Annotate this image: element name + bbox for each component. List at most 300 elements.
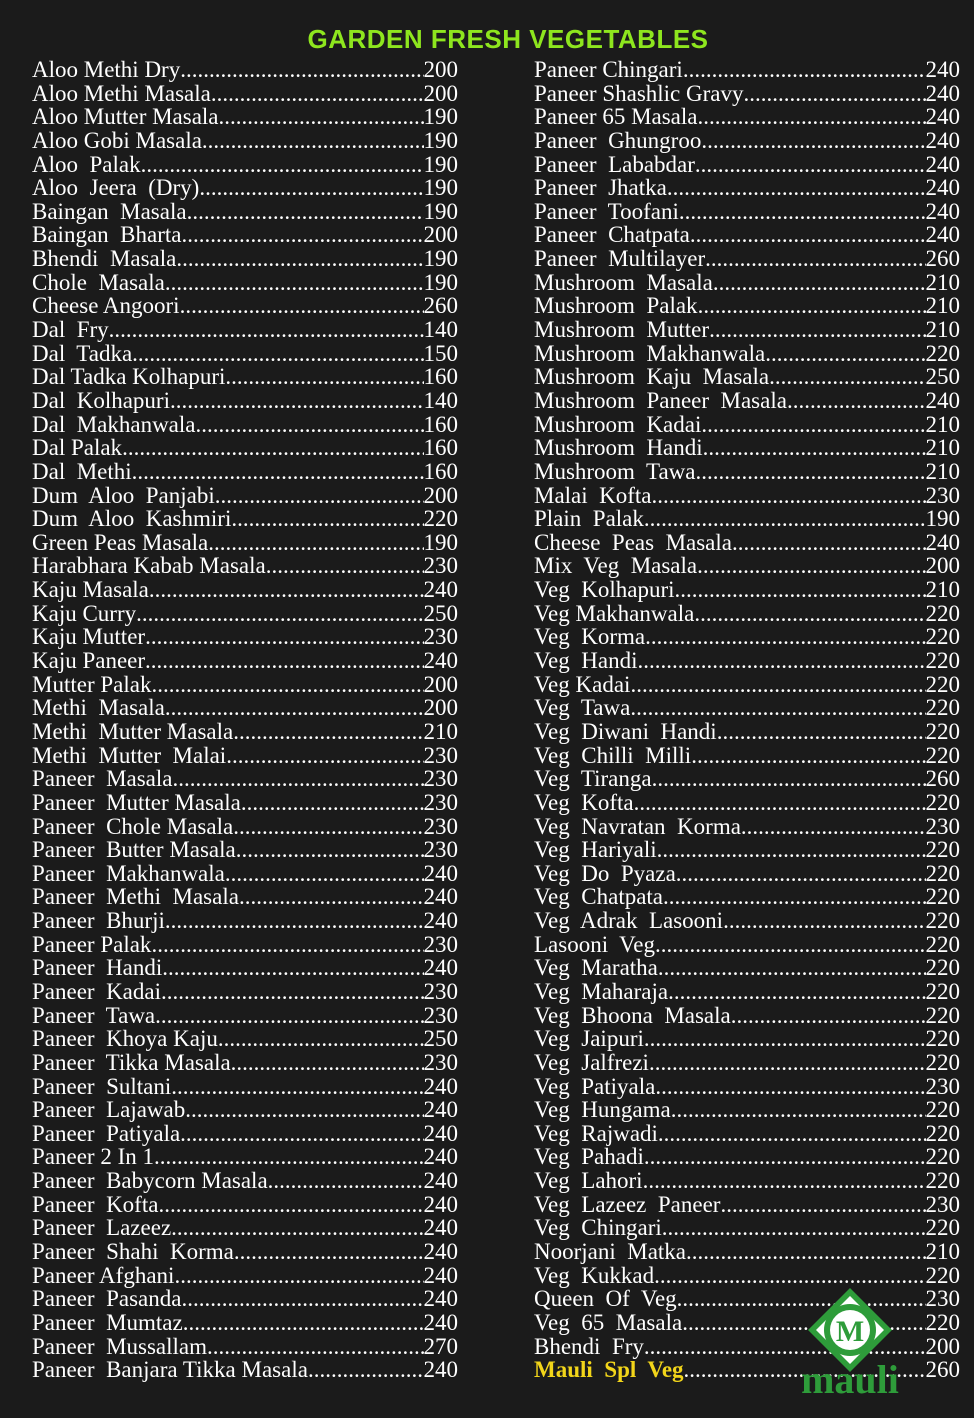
menu-item (534, 673, 960, 697)
menu-item-name: Paneer Tikka Masala (32, 1049, 231, 1075)
menu-item (32, 1098, 458, 1122)
menu-item-name: Paneer Khoya Kaju (32, 1026, 218, 1052)
menu-item-name: Paneer Tawa (32, 1002, 156, 1028)
menu-item-name: Paneer Ghungroo (534, 127, 702, 153)
menu-item-price: 220 (925, 671, 960, 697)
menu-item-price: 210 (925, 317, 960, 343)
menu-item-price: 220 (925, 1120, 960, 1146)
menu-item-name: Paneer Lababdar (534, 151, 695, 177)
menu-item-price: 240 (925, 175, 960, 201)
dot-leader (713, 271, 926, 295)
menu-item-price: 210 (925, 269, 960, 295)
menu-item (534, 82, 960, 106)
dot-leader (207, 1335, 423, 1359)
menu-item-name: Kaju Paneer (32, 648, 146, 674)
menu-item (32, 720, 458, 744)
menu-item (534, 1169, 960, 1193)
dot-leader (697, 554, 925, 578)
menu-item-name: Paneer Toofani (534, 198, 679, 224)
menu-item-name: Veg Adrak Lasooni (534, 908, 724, 934)
menu-item-name: Mushroom Handi (534, 435, 703, 461)
menu-item-price: 240 (925, 57, 960, 82)
dot-leader (634, 791, 926, 815)
menu-item-price: 240 (423, 1286, 458, 1312)
menu-item-name: Veg Korma (534, 624, 646, 650)
menu-item-price: 260 (423, 293, 458, 319)
menu-item-name: Methi Mutter Malai (32, 742, 227, 768)
menu-item-name: Veg Makhanwala (534, 600, 695, 626)
dot-leader (171, 1075, 423, 1099)
dot-leader (181, 223, 423, 247)
menu-item-price: 140 (423, 317, 458, 343)
menu-item-price: 230 (423, 789, 458, 815)
menu-item-name: Bhendi Masala (32, 246, 177, 272)
menu-item-name: Methi Mutter Masala (32, 718, 234, 744)
menu-item (32, 838, 458, 862)
dot-leader (731, 1004, 926, 1028)
menu-item (32, 413, 458, 437)
menu-item-name: Dum Aloo Panjabi (32, 482, 215, 508)
menu-item-price: 190 (423, 246, 458, 272)
menu-item (534, 1075, 960, 1099)
menu-item (534, 956, 960, 980)
menu-item-name: Mushroom Paneer Masala (534, 387, 787, 413)
dot-leader (231, 507, 423, 531)
menu-item-price: 240 (423, 955, 458, 981)
menu-item (32, 673, 458, 697)
menu-item (32, 980, 458, 1004)
menu-item-name: Aloo Mutter Masala (32, 104, 219, 130)
menu-item-name: Veg Lahori (534, 1168, 643, 1194)
menu-item-name: Aloo Gobi Masala (32, 127, 202, 153)
menu-item-price: 260 (925, 1357, 960, 1383)
menu-item-name: Veg Navratan Korma (534, 813, 741, 839)
menu-item-price: 140 (423, 387, 458, 413)
menu-item-price: 270 (423, 1333, 458, 1359)
dot-leader (703, 436, 926, 460)
menu-item-price: 240 (423, 1097, 458, 1123)
dot-leader (241, 791, 424, 815)
dot-leader (236, 838, 424, 862)
dot-leader (226, 744, 423, 768)
dot-leader (181, 1287, 423, 1311)
dot-leader (691, 744, 925, 768)
menu-item-price: 250 (423, 1026, 458, 1052)
menu-item-name: Veg Kadai (534, 671, 631, 697)
dot-leader (268, 1169, 424, 1193)
dot-leader (695, 153, 926, 177)
menu-item-name: Veg Chilli Milli (534, 742, 692, 768)
dot-leader (239, 885, 424, 909)
dot-leader (202, 129, 424, 153)
menu-item (534, 484, 960, 508)
dot-leader (698, 105, 926, 129)
menu-item-price: 230 (423, 742, 458, 768)
dot-leader (744, 82, 926, 106)
menu-item-name: Paneer Shahi Korma (32, 1239, 234, 1265)
menu-item (32, 1169, 458, 1193)
menu-item-price: 250 (925, 364, 960, 390)
dot-leader (655, 933, 926, 957)
menu-item (32, 436, 458, 460)
dot-leader (701, 129, 925, 153)
menu-item-price: 220 (925, 1168, 960, 1194)
menu-item (32, 247, 458, 271)
menu-item-name: Green Peas Masala (32, 529, 209, 555)
logo-text: mauli (801, 1357, 899, 1402)
menu-item-price: 240 (925, 529, 960, 555)
menu-item-price: 230 (925, 813, 960, 839)
menu-item (32, 58, 458, 82)
menu-item-name: Paneer Handi (32, 955, 163, 981)
menu-item (32, 1335, 458, 1359)
dot-leader (652, 767, 926, 791)
dot-leader (696, 460, 926, 484)
menu-item (534, 223, 960, 247)
menu-item-name: Paneer Lajawab (32, 1097, 186, 1123)
menu-item-name: Veg Pahadi (534, 1144, 644, 1170)
dot-leader (630, 673, 925, 697)
dot-leader (645, 625, 925, 649)
menu-item-price: 220 (925, 1309, 960, 1335)
dot-leader (145, 649, 423, 673)
menu-item-name: Veg Rajwadi (534, 1120, 658, 1146)
dot-leader (225, 862, 424, 886)
menu-item (534, 696, 960, 720)
menu-item-price: 230 (423, 931, 458, 957)
menu-item-price: 220 (925, 718, 960, 744)
menu-item (32, 507, 458, 531)
menu-item-price: 220 (925, 695, 960, 721)
menu-item (534, 1145, 960, 1169)
dot-leader (234, 1240, 424, 1264)
menu-item-name: Veg Do Pyaza (534, 860, 676, 886)
menu-item-name: Paneer Chingari (534, 57, 683, 82)
page-title: GARDEN FRESH VEGETABLES (307, 24, 709, 54)
menu-item-name: Dal Palak (32, 435, 123, 461)
menu-item-price: 220 (925, 1002, 960, 1028)
menu-item-price: 190 (423, 175, 458, 201)
dot-leader (176, 247, 423, 271)
menu-item (32, 1264, 458, 1288)
menu-item (32, 531, 458, 555)
menu-item-name: Paneer Butter Masala (32, 837, 236, 863)
menu-item-price: 220 (925, 978, 960, 1004)
dot-leader (233, 720, 423, 744)
menu-item (32, 1075, 458, 1099)
menu-item-price: 200 (423, 695, 458, 721)
menu-item-price: 230 (423, 553, 458, 579)
menu-item (32, 625, 458, 649)
dot-leader (657, 838, 926, 862)
menu-item-price: 200 (925, 553, 960, 579)
menu-item (534, 318, 960, 342)
menu-item (534, 720, 960, 744)
menu-item-name: Veg Bhoona Masala (534, 1002, 731, 1028)
menu-item (32, 271, 458, 295)
menu-item-name: Veg Maharaja (534, 978, 669, 1004)
menu-item-price: 210 (925, 293, 960, 319)
menu-item-name: Paneer Banjara Tikka Masala (32, 1357, 308, 1383)
menu-item-price: 240 (423, 1262, 458, 1288)
dot-leader (675, 578, 926, 602)
dot-leader (662, 1216, 926, 1240)
menu-item-name: Paneer Pasanda (32, 1286, 182, 1312)
menu-item-price: 190 (423, 269, 458, 295)
menu-item-price: 160 (423, 411, 458, 437)
menu-item-name: Paneer Lazeez (32, 1215, 172, 1241)
menu-item-name: Veg Handi (534, 648, 638, 674)
dot-leader (676, 862, 926, 886)
dot-leader (266, 554, 424, 578)
dot-leader (151, 933, 423, 957)
menu-item-name: Kaju Mutter (32, 624, 146, 650)
menu-item-name: Dum Aloo Kashmiri (32, 506, 232, 532)
menu-item-price: 220 (925, 648, 960, 674)
dot-leader (644, 1027, 926, 1051)
menu-item-name: Veg Kukkad (534, 1262, 655, 1288)
menu-item (534, 1004, 960, 1028)
dot-leader (741, 815, 926, 839)
menu-item-name: Paneer Patiyala (32, 1120, 181, 1146)
menu-column-left (32, 58, 458, 1382)
menu-item (534, 342, 960, 366)
logo-letter: M (835, 1315, 865, 1348)
menu-item (32, 1145, 458, 1169)
menu-item (534, 105, 960, 129)
menu-item-price: 240 (423, 1357, 458, 1383)
menu-item-name: Aloo Jeera (Dry) (32, 175, 200, 201)
menu-item (534, 1098, 960, 1122)
menu-item-price: 160 (423, 364, 458, 390)
menu-item-name: Paneer Mutter Masala (32, 789, 241, 815)
menu-item-price: 260 (925, 766, 960, 792)
menu-item-name: Mushroom Kaju Masala (534, 364, 770, 390)
menu-item-name: Mushroom Mutter (534, 317, 710, 343)
menu-item (534, 909, 960, 933)
menu-item (32, 1240, 458, 1264)
menu-item (32, 554, 458, 578)
menu-item-name: Veg Kofta (534, 789, 634, 815)
dot-leader (180, 1122, 423, 1146)
menu-item-name: Veg Tiranga (534, 766, 652, 792)
dot-leader (663, 885, 925, 909)
menu-item-price: 220 (925, 340, 960, 366)
dot-leader (196, 413, 424, 437)
menu-item-name: Veg 65 Masala (534, 1309, 683, 1335)
dot-leader (686, 1240, 925, 1264)
dot-leader (671, 1098, 926, 1122)
dot-leader (122, 436, 423, 460)
menu-item-name: Aloo Palak (32, 151, 141, 177)
dot-leader (162, 956, 423, 980)
menu-item-name: Paneer Jhatka (534, 175, 667, 201)
menu-item (534, 271, 960, 295)
menu-item (534, 1051, 960, 1075)
menu-item (534, 460, 960, 484)
menu-item-name: Paneer Bhurji (32, 908, 165, 934)
menu-item (534, 1027, 960, 1051)
dot-leader (694, 602, 925, 626)
dot-leader (690, 223, 926, 247)
menu-item (534, 129, 960, 153)
menu-item-price: 220 (423, 506, 458, 532)
menu-item-name: Dal Makhanwala (32, 411, 196, 437)
menu-item (534, 365, 960, 389)
menu-item-price: 240 (423, 1215, 458, 1241)
menu-item (534, 294, 960, 318)
menu-item (32, 1311, 458, 1335)
menu-item-price: 220 (925, 860, 960, 886)
menu-item (32, 1027, 458, 1051)
dot-leader (643, 1169, 926, 1193)
menu-item-price: 190 (423, 151, 458, 177)
menu-item-name: Paneer Sultani (32, 1073, 172, 1099)
menu-item (534, 1240, 960, 1264)
menu-item-price: 220 (925, 931, 960, 957)
menu-item (534, 744, 960, 768)
menu-item (32, 389, 458, 413)
dot-leader (709, 318, 925, 342)
menu-item (534, 153, 960, 177)
dot-leader (701, 413, 925, 437)
menu-item-name: Paneer Masala (32, 766, 173, 792)
dot-leader (219, 105, 424, 129)
menu-item-price: 190 (423, 198, 458, 224)
dot-leader (165, 271, 424, 295)
menu-item-name: Mauli Spl Veg (534, 1357, 684, 1383)
menu-item-price: 210 (423, 718, 458, 744)
menu-item-name: Paneer Kofta (32, 1191, 159, 1217)
menu-item (32, 1122, 458, 1146)
menu-item-price: 220 (925, 789, 960, 815)
dot-leader (698, 294, 926, 318)
menu-item-name: Dal Kolhapuri (32, 387, 170, 413)
menu-item-price: 220 (925, 884, 960, 910)
menu-item-name: Paneer Methi Masala (32, 884, 239, 910)
menu-item-price: 240 (423, 1239, 458, 1265)
menu-item (534, 1122, 960, 1146)
menu-item (32, 602, 458, 626)
dot-leader (208, 531, 423, 555)
menu-item-name: Paneer Kadai (32, 978, 161, 1004)
dot-leader (165, 696, 424, 720)
menu-item-price: 240 (423, 908, 458, 934)
menu-item-name: Paneer Mumtaz (32, 1309, 183, 1335)
mauli-logo (784, 1286, 916, 1408)
menu-item-name: Paneer Mussallam (32, 1333, 208, 1359)
menu-item-price: 200 (423, 80, 458, 106)
dot-leader (165, 909, 424, 933)
menu-item (32, 200, 458, 224)
menu-item-price: 240 (925, 104, 960, 130)
dot-leader (158, 1193, 423, 1217)
menu-item-price: 210 (925, 458, 960, 484)
menu-item (534, 200, 960, 224)
dot-leader (183, 1311, 424, 1335)
menu-item-price: 190 (423, 529, 458, 555)
menu-item-price: 220 (925, 955, 960, 981)
menu-item-price: 150 (423, 340, 458, 366)
menu-item-price: 240 (423, 1191, 458, 1217)
menu-item-name: Mushroom Masala (534, 269, 713, 295)
menu-item-name: Queen Of Veg (534, 1286, 677, 1312)
menu-item-price: 240 (925, 387, 960, 413)
menu-item-name: Veg Hungama (534, 1097, 671, 1123)
menu-item (534, 389, 960, 413)
menu-item-name: Baingan Bharta (32, 222, 182, 248)
menu-item (534, 980, 960, 1004)
menu-item-price: 240 (423, 1144, 458, 1170)
menu-item (32, 885, 458, 909)
menu-item-price: 240 (423, 1309, 458, 1335)
dot-leader (132, 342, 423, 366)
menu-item (32, 767, 458, 791)
menu-item-price: 220 (925, 1215, 960, 1241)
menu-item-name: Plain Palak (534, 506, 644, 532)
menu-item-price: 240 (925, 127, 960, 153)
menu-item (534, 1216, 960, 1240)
dot-leader (654, 1264, 925, 1288)
menu-item-price: 240 (423, 884, 458, 910)
dot-leader (154, 1145, 424, 1169)
menu-column-right (534, 58, 960, 1382)
menu-item (32, 1287, 458, 1311)
menu-item-price: 230 (925, 1286, 960, 1312)
menu-item-name: Noorjani Matka (534, 1239, 687, 1265)
menu-item-price: 200 (423, 222, 458, 248)
menu-item-price: 220 (925, 624, 960, 650)
menu-item (32, 176, 458, 200)
menu-item (534, 602, 960, 626)
dot-leader (161, 980, 424, 1004)
menu-item-name: Dal Tadka (32, 340, 133, 366)
menu-item-price: 220 (925, 600, 960, 626)
menu-item (534, 791, 960, 815)
menu-item-price: 190 (925, 506, 960, 532)
menu-item-name: Malai Kofta (534, 482, 652, 508)
menu-item (534, 862, 960, 886)
menu-item (32, 484, 458, 508)
menu-item-price: 200 (925, 1333, 960, 1359)
dot-leader (658, 1122, 926, 1146)
menu-item-name: Paneer Palak (32, 931, 152, 957)
menu-item-name: Veg Chingari (534, 1215, 662, 1241)
menu-item-price: 210 (925, 577, 960, 603)
menu-item-name: Harabhara Kabab Masala (32, 553, 266, 579)
menu-item (32, 1193, 458, 1217)
menu-item-price: 210 (925, 1239, 960, 1265)
dot-leader (637, 649, 925, 673)
dot-leader (187, 200, 424, 224)
dot-leader (723, 909, 925, 933)
menu-item-name: Paneer Multilayer (534, 246, 706, 272)
menu-item (534, 649, 960, 673)
menu-item (534, 838, 960, 862)
menu-item (534, 1193, 960, 1217)
menu-item-name: Veg Lazeez Paneer (534, 1191, 721, 1217)
menu-item-name: Mix Veg Masala (534, 553, 698, 579)
dot-leader (644, 1145, 926, 1169)
menu-item-price: 240 (925, 151, 960, 177)
menu-item-name: Veg Maratha (534, 955, 658, 981)
menu-item-name: Paneer 2 In 1 (32, 1144, 154, 1170)
menu-item-name: Lasooni Veg (534, 931, 655, 957)
menu-item-price: 250 (423, 600, 458, 626)
dot-leader (231, 1051, 424, 1075)
menu-item-price: 210 (925, 435, 960, 461)
menu-item-name: Paneer Chatpata (534, 222, 690, 248)
